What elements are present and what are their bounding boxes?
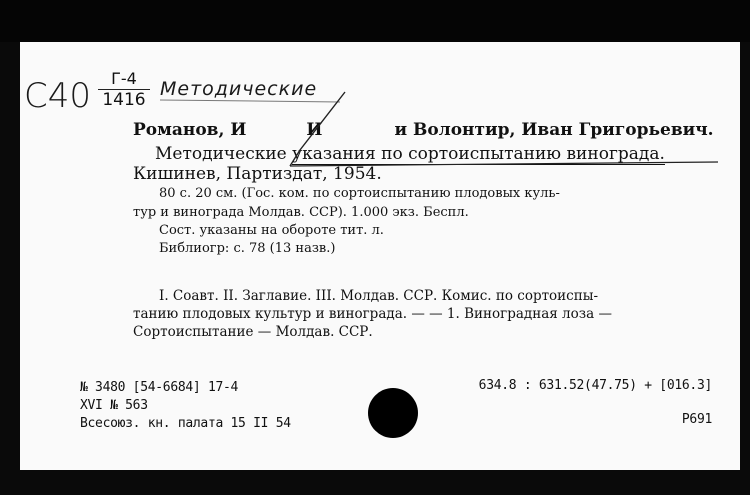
title-prefix: Методические (155, 144, 287, 164)
classification-code: 634.8 : 631.52(47.75) + [016.3] (478, 378, 712, 393)
record-number: № 3480 [54-6684] 17-4 (80, 380, 239, 395)
author-initial: И (306, 120, 323, 140)
call-number-fraction (98, 70, 150, 110)
author-name: Романов, И (133, 120, 247, 140)
tracings-line-1: I. Соавт. II. Заглавие. III. Молдав. ССР. Комис. по сортоиспы- (159, 288, 599, 304)
scan-border (0, 0, 750, 42)
call-number-fraction-top: Г-4 (98, 70, 150, 90)
tracings-line-2: танию плодовых культур и винограда. — — 1. Виноградная лоза — (133, 306, 612, 322)
note-compilers: Сост. указаны на обороте тит. л. (159, 223, 384, 238)
handwritten-heading: Методические (160, 78, 318, 100)
title-rest: указания по сортоиспытанию винограда. (292, 144, 665, 164)
call-number-fraction-bottom: 1416 (102, 90, 146, 110)
author-line (133, 120, 714, 140)
title-line (155, 144, 665, 164)
shelf-mark: Р691 (681, 412, 712, 427)
physical-description-1: 80 с. 20 см. (Гос. ком. по сортоиспытанию плодовых куль- (159, 186, 560, 201)
tracings-line-3: Сортоиспытание — Молдав. ССР. (133, 324, 373, 340)
imprint-line: Кишинев, Партиздат, 1954. (133, 164, 382, 184)
book-chamber: Всесоюз. кн. палата 15 II 54 (80, 416, 291, 431)
coauthor-name: и Волонтир, Иван Григорьевич. (394, 120, 714, 140)
note-bibliography: Библиогр: с. 78 (13 назв.) (159, 241, 336, 256)
card-punch-hole (368, 388, 418, 438)
series-number: XVI № 563 (80, 398, 148, 413)
physical-description-2: тур и винограда Молдав. ССР). 1.000 экз. Беспл. (133, 205, 469, 220)
call-number-handwritten: С40 (24, 76, 92, 116)
